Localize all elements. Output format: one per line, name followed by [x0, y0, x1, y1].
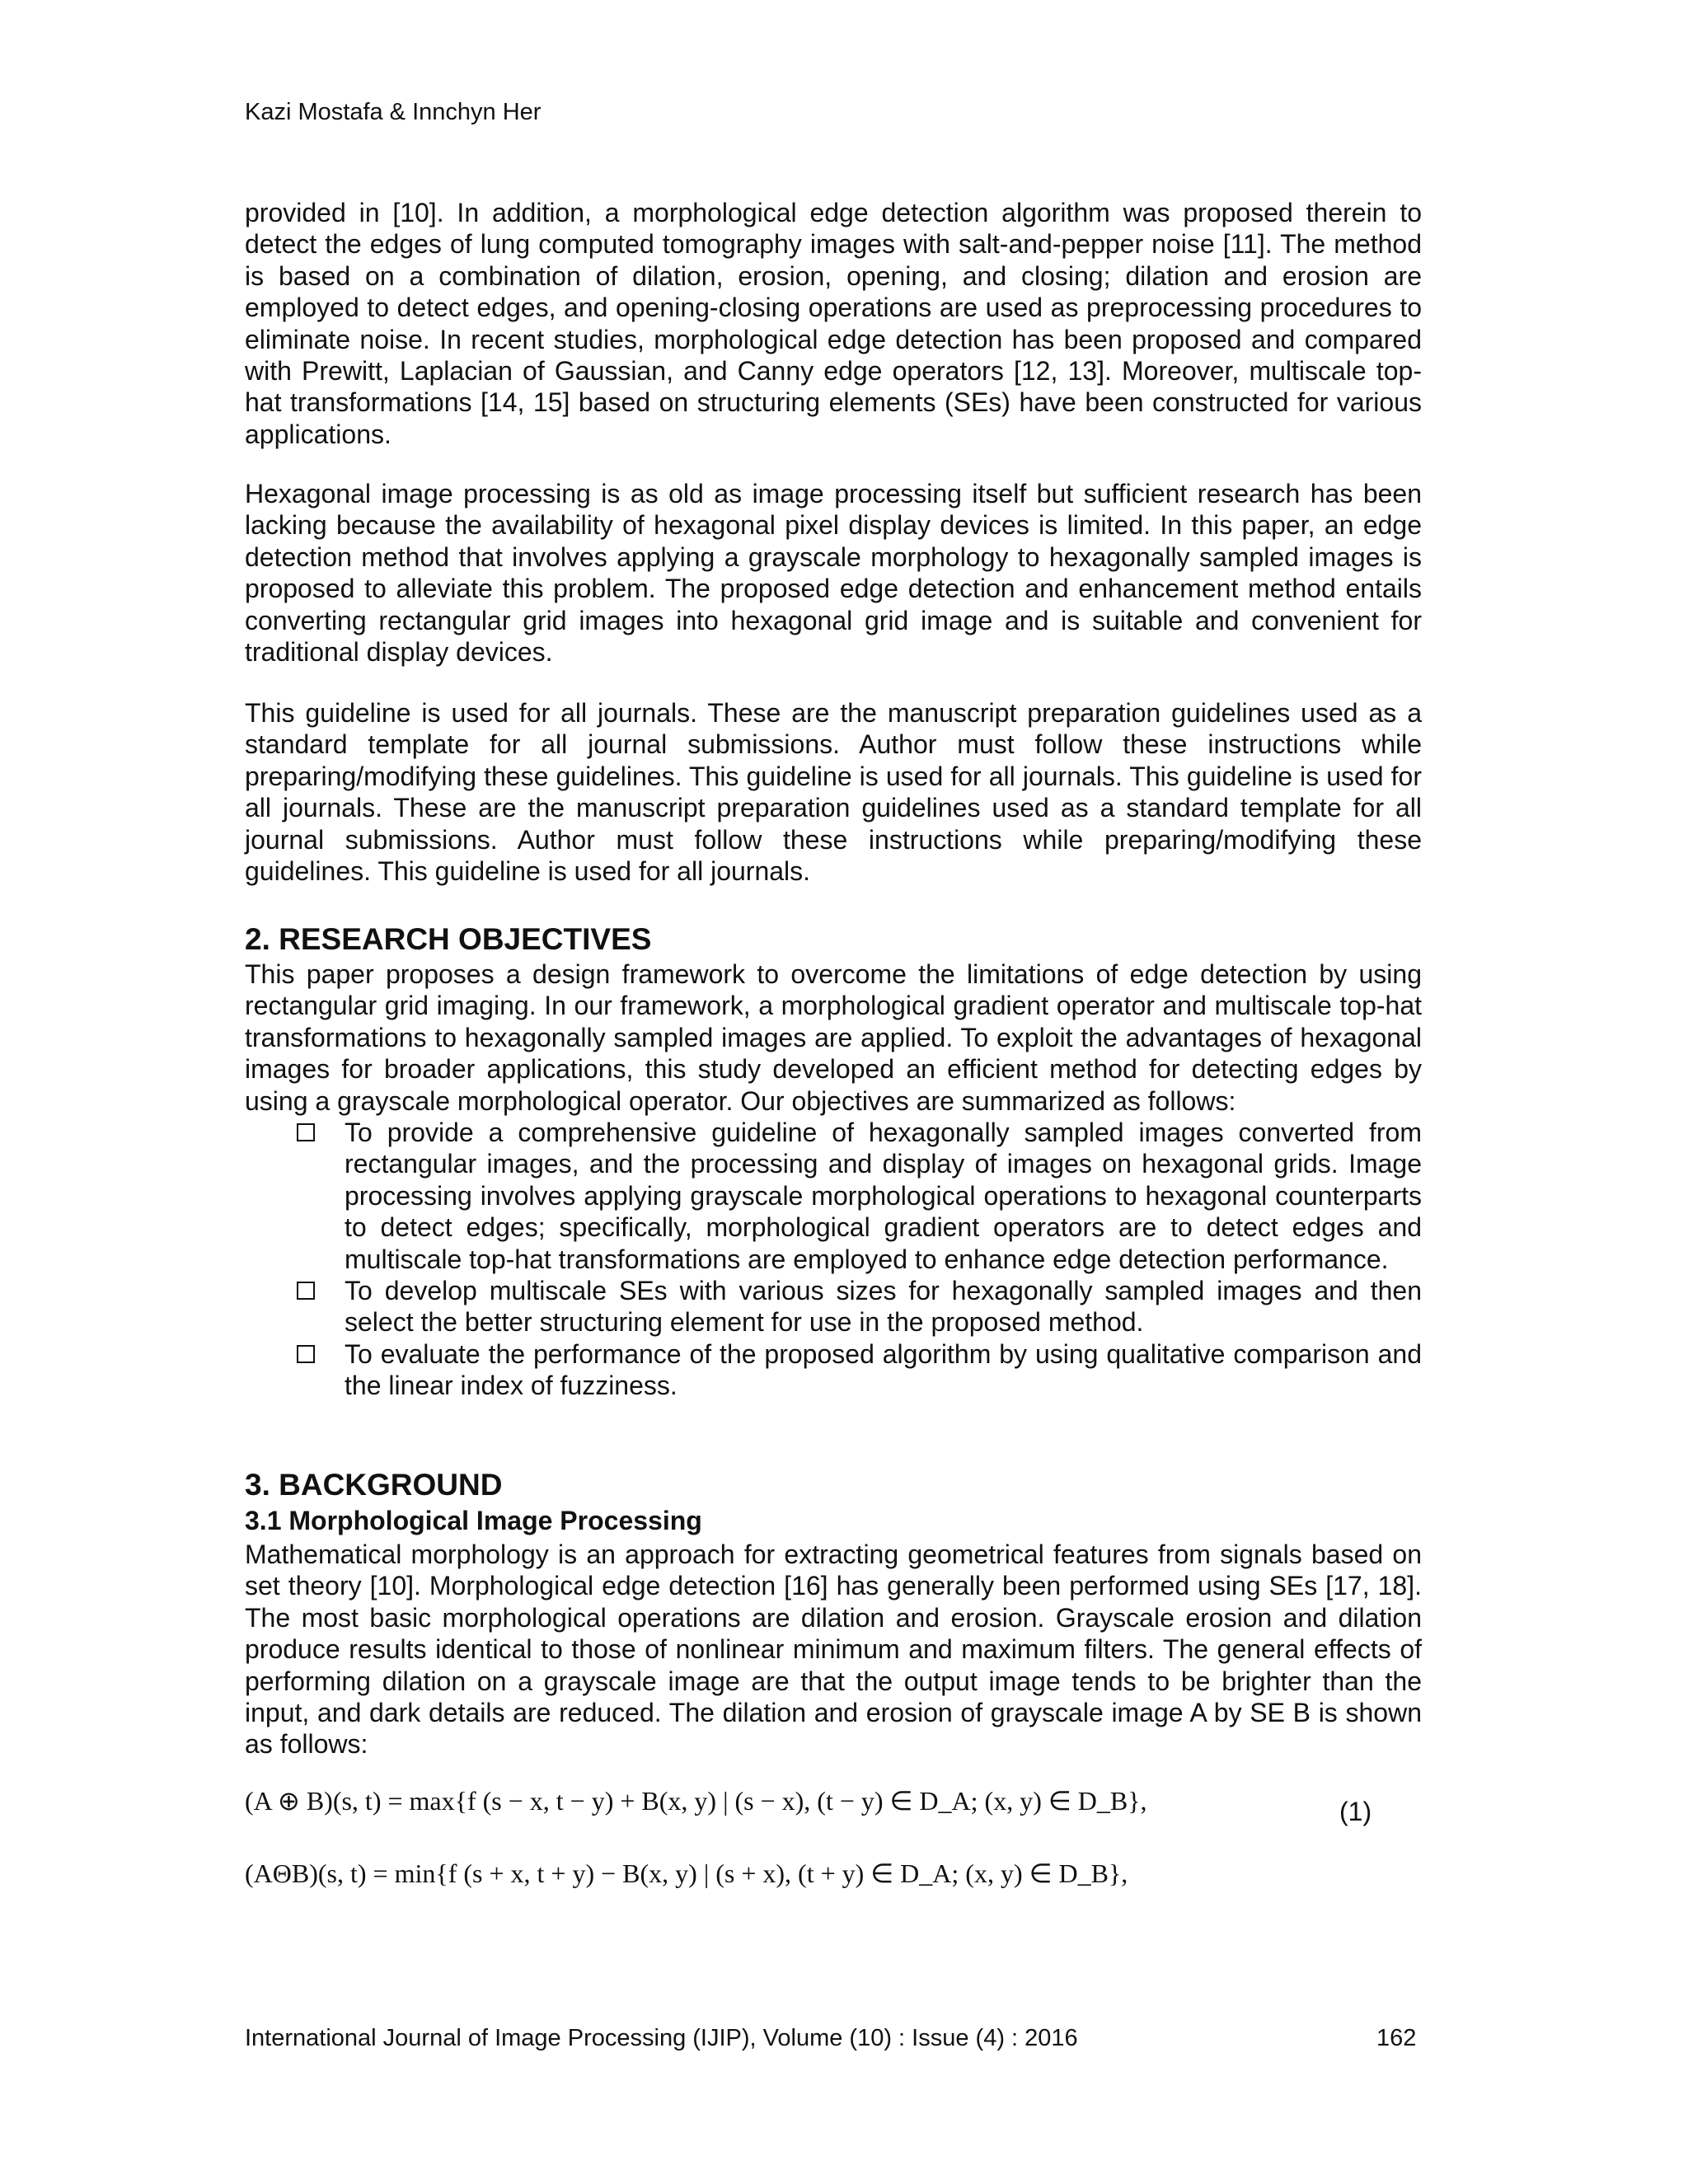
equation-erosion: (AΘB)(s, t) = min{f (s + x, t + y) − B(x, y) | (s + x), (t + y) ∈ D_A; (x, y) ∈ D_B},	[245, 1858, 1128, 1888]
subsection-heading: 3.1 Morphological Image Processing	[245, 1506, 702, 1535]
list-item	[297, 1117, 1422, 1275]
section-heading-background: 3. BACKGROUND	[245, 1468, 503, 1502]
page-number: 162	[1376, 2025, 1417, 2051]
objectives-list	[297, 1117, 1422, 1402]
equation-number: (1)	[1339, 1797, 1372, 1826]
body-paragraph: Mathematical morphology is an approach for extracting geometrical features from signals based on set theory [10]. Morphological edge detection [16] has generally been performed using SEs [17, 18]. The most basic morphological operations are dilation and erosion. Grayscale erosion and dilation produce results identical to those of nonlinear minimum and maximum filters. The general effects of performing dilation on a grayscale image are that the output image tends to be brighter than the input, and dark details are reduced. The dilation and erosion of grayscale image A by SE B is shown as follows:	[245, 1540, 1422, 1760]
checkbox-bullet-icon	[297, 1123, 315, 1141]
body-paragraph: provided in [10]. In addition, a morphological edge detection algorithm was proposed therein to detect the edges of lung computed tomography images with salt-and-pepper noise [11]. The method is based on a combination of dilation, erosion, opening, and closing; dilation and erosion are employed to detect edges, and opening-closing operations are used as preprocessing procedures to eliminate noise. In recent studies, morphological edge detection has been proposed and compared with Prewitt, Laplacian of Gaussian, and Canny edge operators [12, 13]. Moreover, multiscale top-hat transformations [14, 15] based on structuring elements (SEs) have been constructed for various applications.	[245, 198, 1422, 449]
list-item-text: To develop multiscale SEs with various sizes for hexagonally sampled images and then select the better structuring element for use in the proposed method.	[345, 1276, 1422, 1338]
footer-journal-citation: International Journal of Image Processing (IJIP), Volume (10) : Issue (4) : 2016	[245, 2025, 1078, 2051]
body-paragraph: Hexagonal image processing is as old as image processing itself but sufficient research has been lacking because the availability of hexagonal pixel display devices is limited. In this paper, an edge detection method that involves applying a grayscale morphology to hexagonally sampled images is proposed to alleviate this problem. The proposed edge detection and enhancement method entails converting rectangular grid images into hexagonal grid image and is suitable and convenient for traditional display devices.	[245, 479, 1422, 668]
section-heading-research-objectives: 2. RESEARCH OBJECTIVES	[245, 922, 652, 956]
list-item	[297, 1338, 1422, 1402]
running-head: Kazi Mostafa & Innchyn Her	[245, 99, 542, 125]
equation-dilation: (A ⊕ B)(s, t) = max{f (s − x, t − y) + B(x, y) | (s − x), (t − y) ∈ D_A; (x, y) ∈ D_B},	[245, 1786, 1147, 1816]
checkbox-bullet-icon	[297, 1282, 315, 1300]
list-item-text: To provide a comprehensive guideline of hexagonally sampled images converted from rectangular images, and the processing and display of images on hexagonal grids. Image processing involves applying grayscale morphological operations to hexagonal counterparts to detect edges; specifically, morphological gradient operators are to detect edges and multiscale top-hat transformations are employed to enhance edge detection performance.	[345, 1118, 1422, 1274]
list-item-text: To evaluate the performance of the proposed algorithm by using qualitative comparison and the linear index of fuzziness.	[345, 1338, 1422, 1401]
list-item	[297, 1275, 1422, 1338]
section-intro-paragraph: This paper proposes a design framework to overcome the limitations of edge detection by using rectangular grid imaging. In our framework, a morphological gradient operator and multiscale top-hat transformations to hexagonally sampled images are applied. To exploit the advantages of hexagonal images for broader applications, this study developed an efficient method for detecting edges by using a grayscale morphological operator. Our objectives are summarized as follows:	[245, 959, 1422, 1116]
checkbox-bullet-icon	[297, 1345, 315, 1363]
body-paragraph: This guideline is used for all journals. These are the manuscript preparation guidelines used as a standard template for all journal submissions. Author must follow these instructions while preparing/modifying these guidelines. This guideline is used for all journals. This guideline is used for all journals. These are the manuscript preparation guidelines used as a standard template for all journal submissions. Author must follow these instructions while preparing/modifying these guidelines. This guideline is used for all journals.	[245, 698, 1422, 887]
